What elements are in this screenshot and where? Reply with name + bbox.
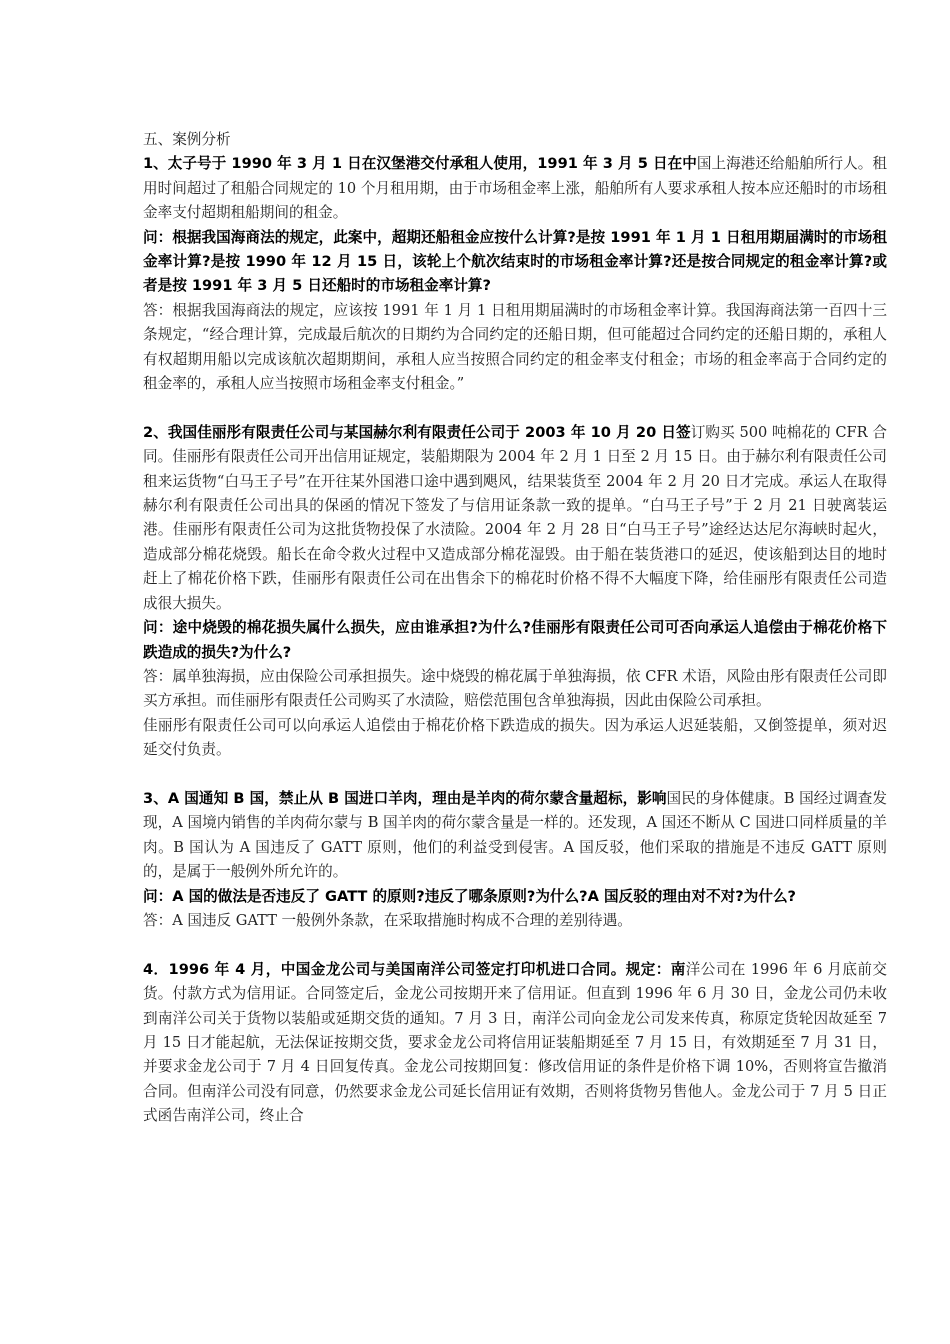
case-4-intro xyxy=(143,958,887,1129)
case-1-lead-bold: 1、太子号于 1990 年 3 月 1 日在汉堡港交付承租人使用，1991 年 3 月 5 日在中 xyxy=(143,155,697,173)
case-1-intro xyxy=(143,152,887,225)
section-heading: 五、案例分析 xyxy=(143,131,231,148)
paragraph-gap xyxy=(143,763,887,787)
paragraph-gap xyxy=(143,396,887,420)
case-2-answer-2: 佳丽彤有限责任公司可以向承运人追偿由于棉花价格下跌造成的损失。因为承运人迟延装船，又倒签提单，须对迟延交付负责。 xyxy=(143,716,887,759)
case-1-answer: 答：根据我国海商法的规定，应该按 1991 年 1 月 1 日租用期届满时的市场租金率计算。我国海商法第一百四十三条规定，“经合理计算，完成最后航次的日期约为合同约定的还船日期，但可能超过合同约定的还船日期的，承租人有权超期用船以完成该航次超期期间，承租人应当按照合同约定的租金率支付租金；市场的租金率高于合同约定的租金率的，承租人应当按照市场租金率支付租金。” xyxy=(143,301,887,393)
case-4-lead-rest: 洋公司在 1996 年 6 月底前交货。付款方式为信用证。合同签定后，金龙公司按期开来了信用证。但直到 1996 年 6 月 30 日，金龙公司仍未收到南洋公司关于货物以装船或延期交货的通知。7 月 3 日，南洋公司向金龙公司发来传真，称原定货轮因故延至 7 月 15 日才能起航，无法保证按期交货，要求金龙公司将信用证装船期延至 7 月 15 日，有效期延至 7 月 31 日，并要求金龙公司于 7 月 4 日回复传真。金龙公司按期回复：修改信用证的条件是价格下调 10%，否则将宣告撤消合同。但南洋公司没有同意，仍然要求金龙公司延长信用证有效期，否则将货物另售他人。金龙公司于 7 月 5 日正式函告南洋公司，终止合 xyxy=(143,960,887,1125)
case-2-lead-rest: 订购买 500 吨棉花的 CFR 合同。佳丽彤有限责任公司开出信用证规定，装船期限为 2004 年 2 月 1 日至 2 月 15 日。由于赫尔利有限责任公司租来运货物“白马王子号”在开往某外国港口途中遇到飓风，结果装货至 2004 年 2 月 20 日才完成。承运人在取得赫尔利有限责任公司出具的保函的情况下签发了与信用证条款一致的提单。“白马王子号”于 2 月 21 日驶离装运港。佳丽彤有限责任公司为这批货物投保了水渍险。2004 年 2 月 28 日“白马王子号”途经达达尼尔海峡时起火，造成部分棉花烧毁。船长在命令救火过程中又造成部分棉花湿毁。由于船在装货港口的延迟，使该船到达目的地时赶上了棉花价格下跌，佳丽彤有限责任公司在出售余下的棉花时价格不得不大幅度下降，给佳丽彤有限责任公司造成很大损失。 xyxy=(143,423,887,612)
case-2-lead-bold: 2、我国佳丽彤有限责任公司与某国赫尔利有限责任公司于 2003 年 10 月 20 日签 xyxy=(143,423,691,441)
paragraph-gap xyxy=(143,933,887,957)
case-3-lead-rest: 国民的身体健康。B 国经过调查发现，A 国境内销售的羊肉荷尔蒙与 B 国羊肉的荷尔蒙含量是一样的。还发现，A 国还不断从 C 国进口同样质量的羊肉。B 国认为 A 国违反了 GATT 原则，他们的利益受到侵害。A 国反驳，他们采取的措施是不违反 GATT 原则的，是属于一般例外所允许的。 xyxy=(143,789,887,881)
case-3-lead-bold: 3、A 国通知 B 国，禁止从 B 国进口羊肉，理由是羊肉的荷尔蒙含量超标，影响 xyxy=(143,789,667,807)
case-2-question: 问：途中烧毁的棉花损失属什么损失，应由谁承担?为什么?佳丽彤有限责任公司可否向承运人追偿由于棉花价格下跌造成的损失?为什么? xyxy=(143,619,887,661)
case-3-question: 问：A 国的做法是否违反了 GATT 的原则?违反了哪条原则?为什么?A 国反驳的理由对不对?为什么? xyxy=(143,887,797,905)
case-3-intro xyxy=(143,787,887,885)
document-body xyxy=(143,128,887,1129)
case-3-answer: 答：A 国违反 GATT 一般例外条款，在采取措施时构成不合理的差别待遇。 xyxy=(143,911,632,929)
case-4-lead-bold: 4．1996 年 4 月，中国金龙公司与美国南洋公司签定打印机进口合同。规定：南 xyxy=(143,960,686,978)
case-2-intro xyxy=(143,421,887,616)
case-1-question: 问：根据我国海商法的规定，此案中，超期还船租金应按什么计算?是按 1991 年 1 月 1 日租用期届满时的市场租金率计算?是按 1990 年 12 月 15 日，该轮上个航次结束时的市场租金率计算?还是按合同规定的租金率计算?或者是按 1991 年 3 月 5 日还船时的市场租金率计算? xyxy=(143,228,887,295)
case-2-answer-1: 答：属单独海损，应由保险公司承担损失。途中烧毁的棉花属于单独海损，依 CFR 术语，风险由彤有限责任公司即买方承担。而佳丽彤有限责任公司购买了水渍险，赔偿范围包含单独海损，因此由保险公司承担。 xyxy=(143,667,887,710)
case-1-lead-rest: 国上海港还给船舶所行人。租用时间超过了租船合同规定的 10 个月租用期，由于市场租金率上涨，船舶所有人要求承租人按本应还船时的市场租金率支付超期租船期间的租金。 xyxy=(143,155,887,222)
